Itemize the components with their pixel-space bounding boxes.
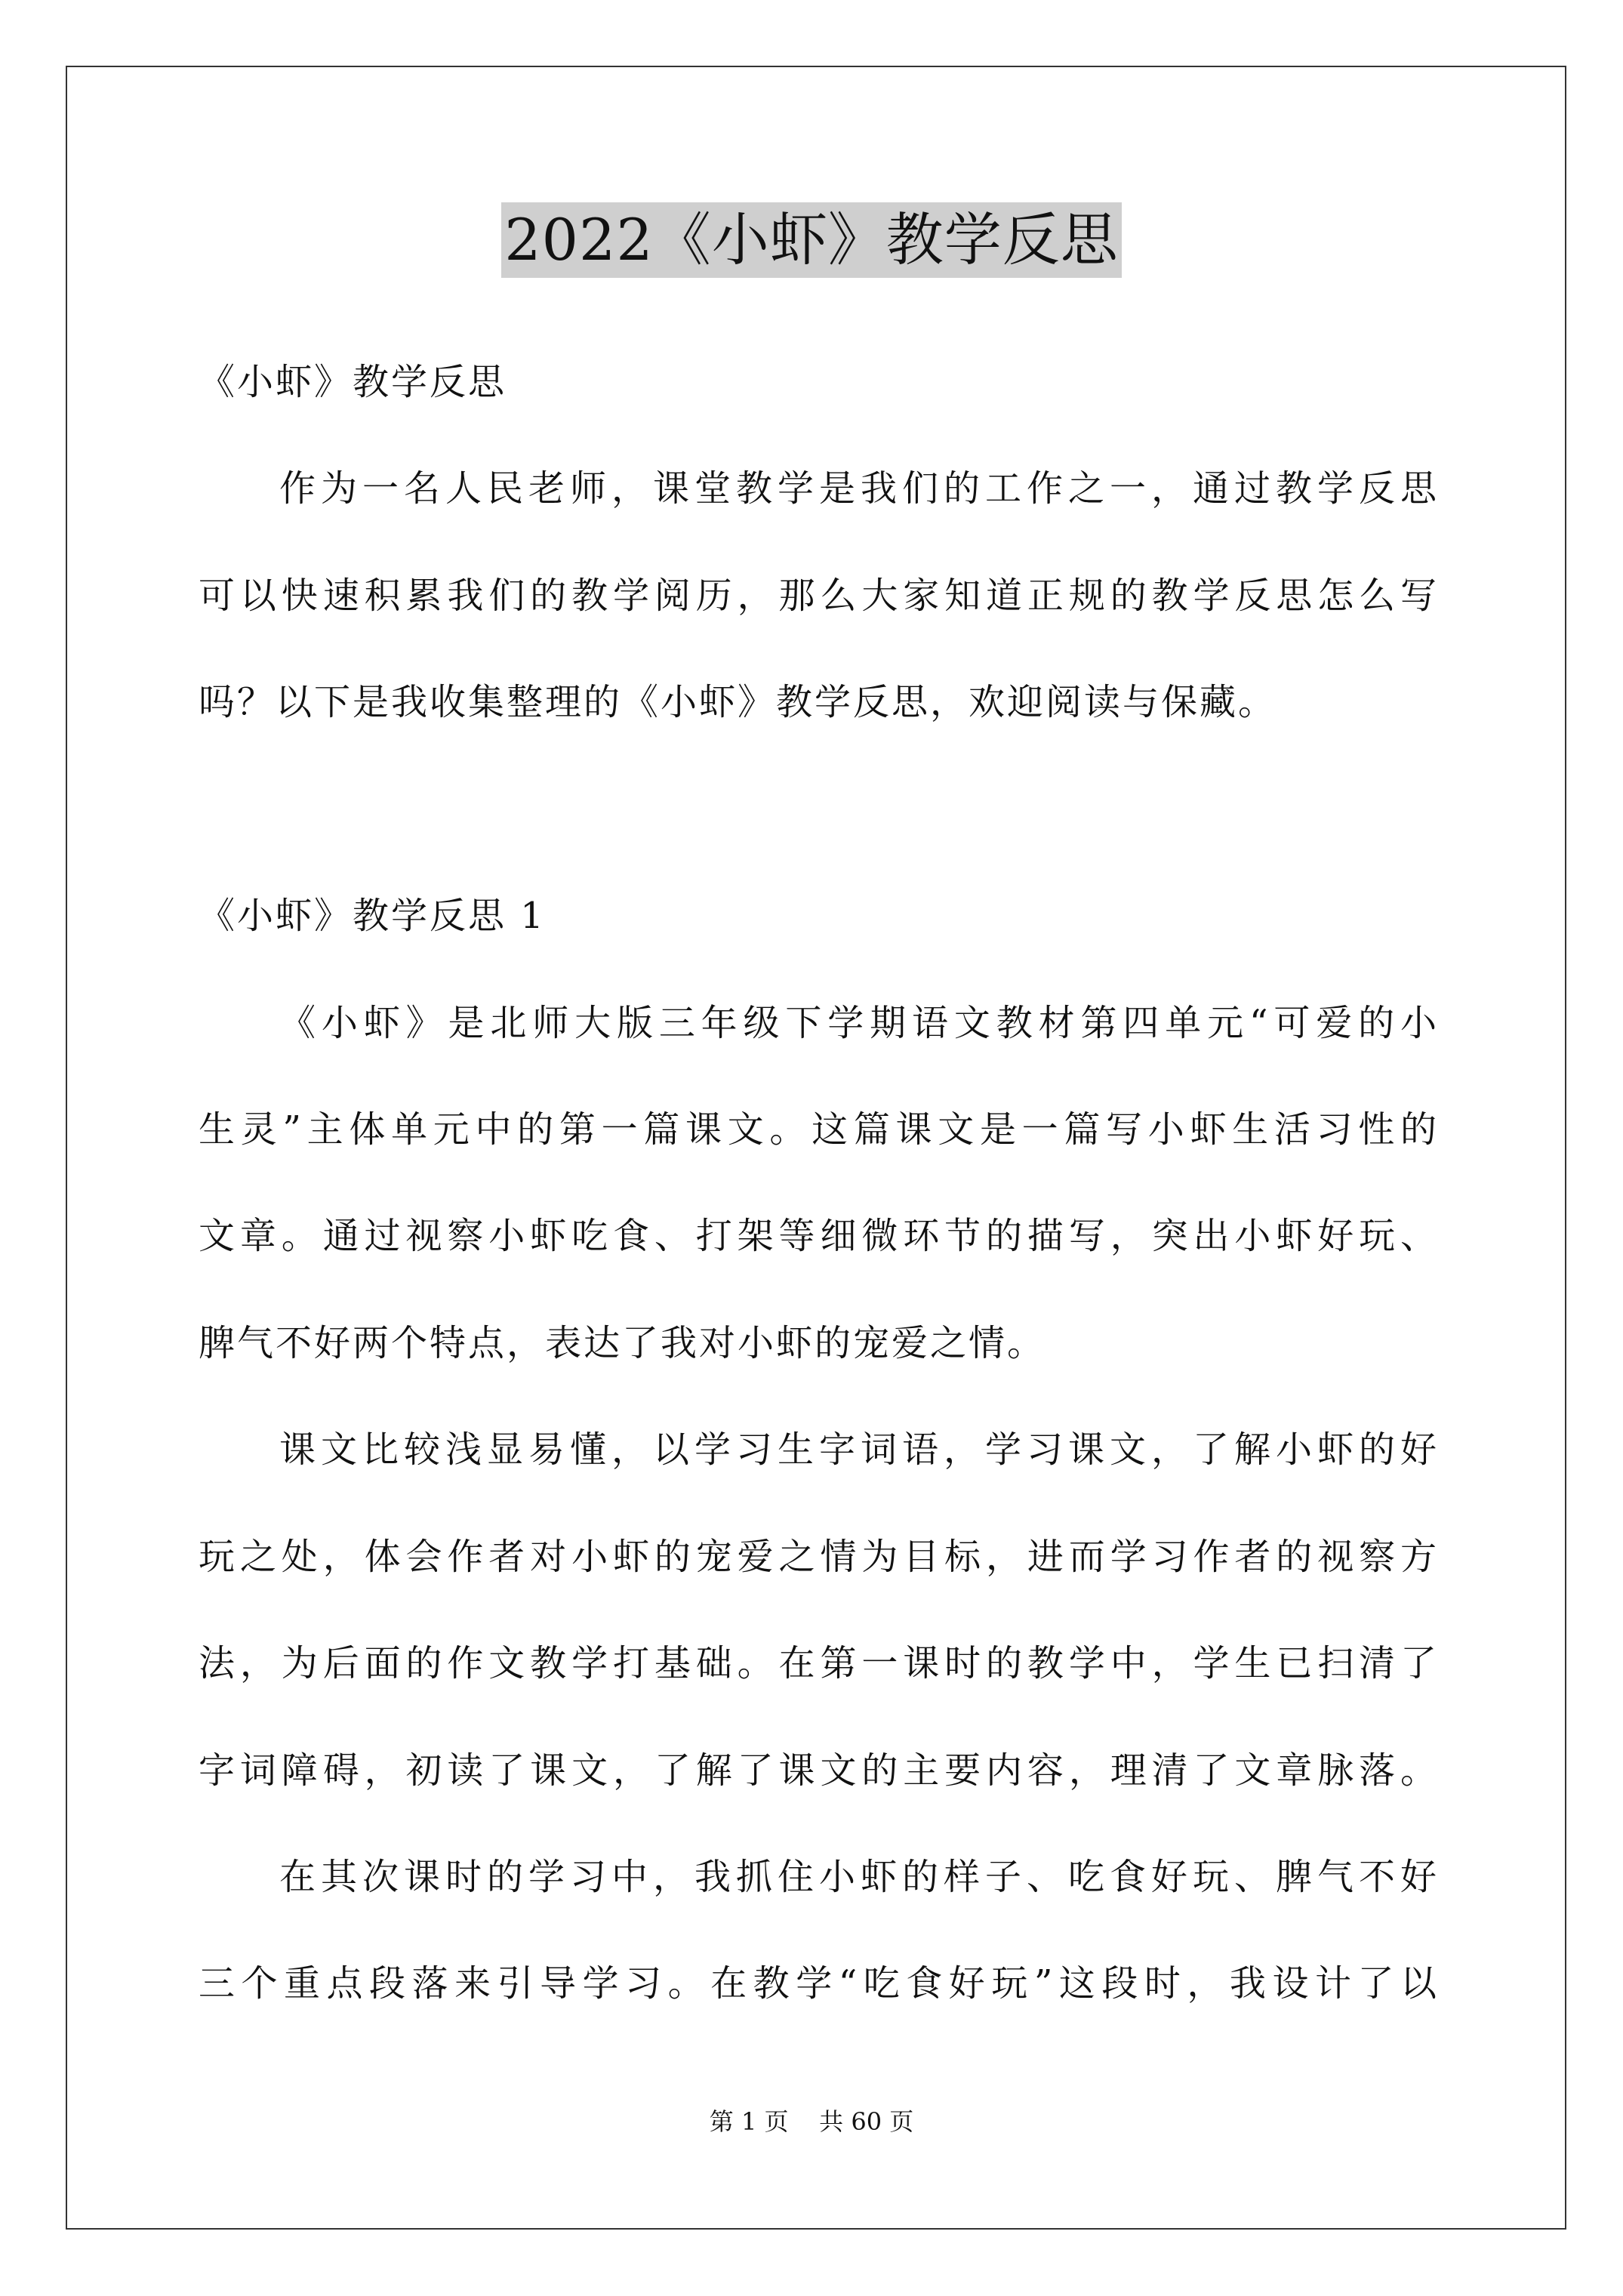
intro-line-2: 可以快速积累我们的教学阅历，那么大家知道正规的教学反思怎么写	[199, 575, 1437, 617]
p3-line-2: 三个重点段落来引导学习。在教学“吃食好玩”这段时，我设计了以	[199, 1962, 1437, 2005]
p2-line-1: 课文比较浅显易懂，以学习生字词语，学习课文，了解小虾的好	[279, 1428, 1437, 1471]
intro-line-3: 吗？以下是我收集整理的《小虾》教学反思，欢迎阅读与保藏。	[199, 681, 1277, 723]
p1-line-1: 《小虾》是北师大版三年级下学期语文教材第四单元“可爱的小	[279, 1002, 1437, 1044]
subtitle: 《小虾》教学反思	[199, 361, 507, 403]
p1-line-3: 文章。通过视察小虾吃食、打架等细微环节的描写，突出小虾好玩、	[199, 1215, 1437, 1257]
document-title: 2022《小虾》教学反思	[501, 202, 1121, 278]
p2-line-2: 玩之处，体会作者对小虾的宠爱之情为目标，进而学习作者的视察方	[199, 1536, 1437, 1578]
p1-line-2: 生灵”主体单元中的第一篇课文。这篇课文是一篇写小虾生活习性的	[199, 1108, 1437, 1151]
section-heading: 《小虾》教学反思 1	[199, 895, 546, 937]
p2-line-3: 法，为后面的作文教学打基础。在第一课时的教学中，学生已扫清了	[199, 1642, 1437, 1684]
intro-line-1: 作为一名人民老师，课堂教学是我们的工作之一，通过教学反思	[279, 467, 1437, 510]
page-footer: 第 1 页 共 60 页	[709, 2107, 914, 2136]
title-container	[0, 202, 1623, 278]
p2-line-4: 字词障碍，初读了课文，了解了课文的主要内容，理清了文章脉落。	[199, 1749, 1437, 1792]
p1-line-4: 脾气不好两个特点，表达了我对小虾的宠爱之情。	[199, 1322, 1046, 1364]
p3-line-1: 在其次课时的学习中，我抓住小虾的样子、吃食好玩、脾气不好	[279, 1856, 1437, 1898]
